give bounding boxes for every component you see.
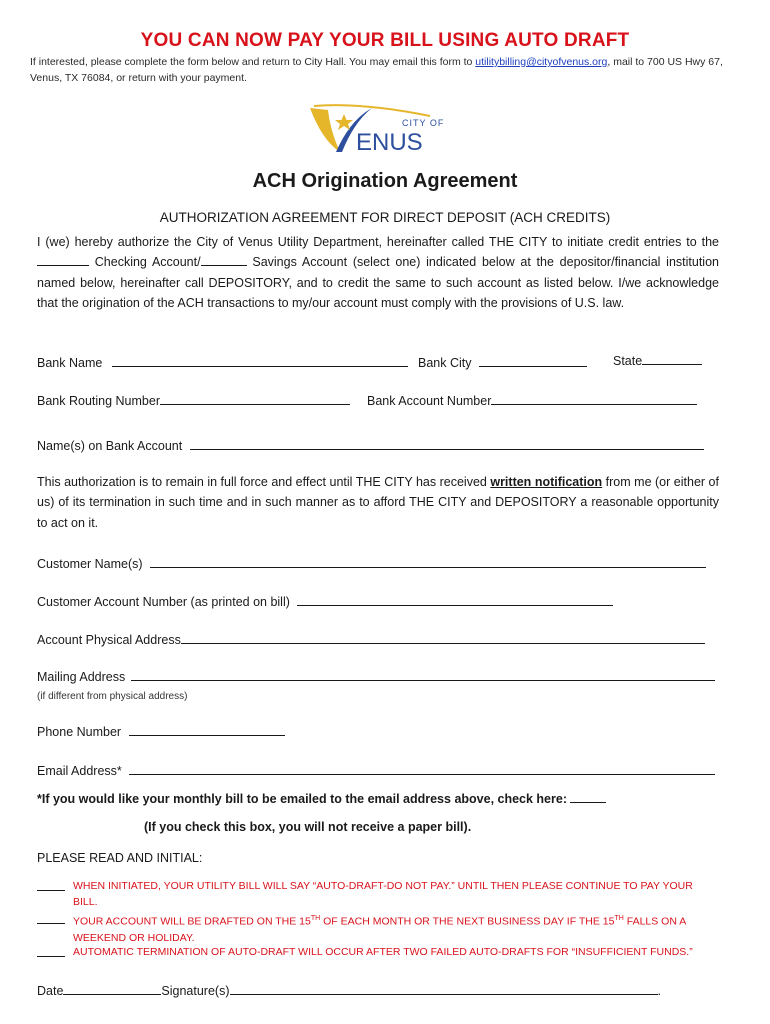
savings-blank[interactable] xyxy=(201,253,247,266)
state-field[interactable]: State xyxy=(613,352,702,368)
initial-blank-3[interactable] xyxy=(37,946,65,957)
initial-blank-1[interactable] xyxy=(37,880,65,891)
customer-names-field[interactable]: Customer Name(s) xyxy=(37,555,706,571)
bank-name-line[interactable] xyxy=(112,354,408,367)
initial-blank-2[interactable] xyxy=(37,913,65,924)
checking-blank[interactable] xyxy=(37,253,89,266)
initial-heading: PLEASE READ AND INITIAL: xyxy=(37,851,203,865)
names-on-account-field[interactable]: Name(s) on Bank Account xyxy=(37,437,704,453)
mailing-address-note: (if different from physical address) xyxy=(37,691,188,702)
initial-item-1: WHEN INITIATED, YOUR UTILITY BILL WILL SAY “AUTO-DRAFT-DO NOT PAY.” UNTIL THEN PLEASE CONTINUE TO PAY YOUR BILL. xyxy=(37,878,717,910)
signature-line[interactable] xyxy=(230,982,658,995)
document-subtitle: AUTHORIZATION AGREEMENT FOR DIRECT DEPOSIT (ACH CREDITS) xyxy=(159,210,611,225)
initial-item-3: AUTOMATIC TERMINATION OF AUTO-DRAFT WILL OCCUR AFTER TWO FAILED AUTO-DRAFTS FOR “INSUFFICIENT FUNDS.” xyxy=(37,944,717,962)
svg-text:CITY OF: CITY OF xyxy=(402,118,445,128)
state-line[interactable] xyxy=(642,352,702,365)
email-link[interactable]: utilitybilling@cityofvenus.org xyxy=(475,56,608,68)
date-line[interactable] xyxy=(63,982,161,995)
email-bill-checkbox[interactable] xyxy=(570,790,606,803)
routing-number-field[interactable]: Bank Routing Number xyxy=(37,392,350,408)
email-address-line[interactable] xyxy=(129,762,715,775)
initial-item-2: YOUR ACCOUNT WILL BE DRAFTED ON THE 15TH OF EACH MONTH OR THE NEXT BUSINESS DAY IF THE 15TH FALLS ON A WEEKEND OR HOLIDAY. xyxy=(37,911,717,946)
mailing-address-field[interactable]: Mailing Address xyxy=(37,668,715,684)
phone-number-field[interactable]: Phone Number xyxy=(37,723,285,739)
email-bill-note: (If you check this box, you will not receive a paper bill). xyxy=(144,820,472,834)
email-address-field[interactable]: Email Address* xyxy=(37,762,715,778)
bank-city-line[interactable] xyxy=(479,354,587,367)
intro-text: If interested, please complete the form below and return to City Hall. You may email this form to utilitybilling@cityofvenus.org, mail to 700 US Hwy 67, Venus, TX 76084, or return with your payment. xyxy=(30,56,723,84)
document-title: ACH Origination Agreement xyxy=(252,170,518,192)
routing-number-line[interactable] xyxy=(160,392,350,405)
mailing-address-line[interactable] xyxy=(131,668,715,681)
email-bill-option: *If you would like your monthly bill to be emailed to the email address above, check here: xyxy=(37,790,606,806)
page-title: YOU CAN NOW PAY YOUR BILL USING AUTO DRAFT xyxy=(140,30,630,51)
termination-paragraph: This authorization is to remain in full force and effect until THE CITY has received written notification from me (or either of us) of its termination in such time and in such manner as to afford THE CITY and DEPOSITORY a reasonable opportunity to act on it. xyxy=(37,475,719,530)
customer-names-line[interactable] xyxy=(150,555,706,568)
physical-address-field[interactable]: Account Physical Address xyxy=(37,631,705,647)
account-number-field[interactable]: Bank Account Number xyxy=(367,392,697,408)
account-number-line[interactable] xyxy=(491,392,697,405)
bank-city-field[interactable]: Bank City xyxy=(418,354,587,370)
signature-row: Date Signature(s) . xyxy=(37,984,661,998)
customer-account-field[interactable]: Customer Account Number (as printed on bill) xyxy=(37,593,613,609)
city-of-venus-logo xyxy=(300,100,460,160)
svg-text:ENUS: ENUS xyxy=(356,129,423,156)
physical-address-line[interactable] xyxy=(181,631,705,644)
names-on-account-line[interactable] xyxy=(190,437,704,450)
authorization-paragraph: I (we) hereby authorize the City of Venus Utility Department, hereinafter called THE CITY to initiate credit entries to the Checking Account/ Savings Account (select one) indicated below at the depositor/financial institution named below, hereinafter call DEPOSITORY, and to credit the same to such account as listed below. I/we acknowledge that the origination of the ACH transactions to my/our account must comply with the provisions of U.S. law. xyxy=(37,235,719,310)
phone-number-line[interactable] xyxy=(129,723,285,736)
customer-account-line[interactable] xyxy=(297,593,613,606)
bank-name-field[interactable]: Bank Name xyxy=(37,354,408,370)
